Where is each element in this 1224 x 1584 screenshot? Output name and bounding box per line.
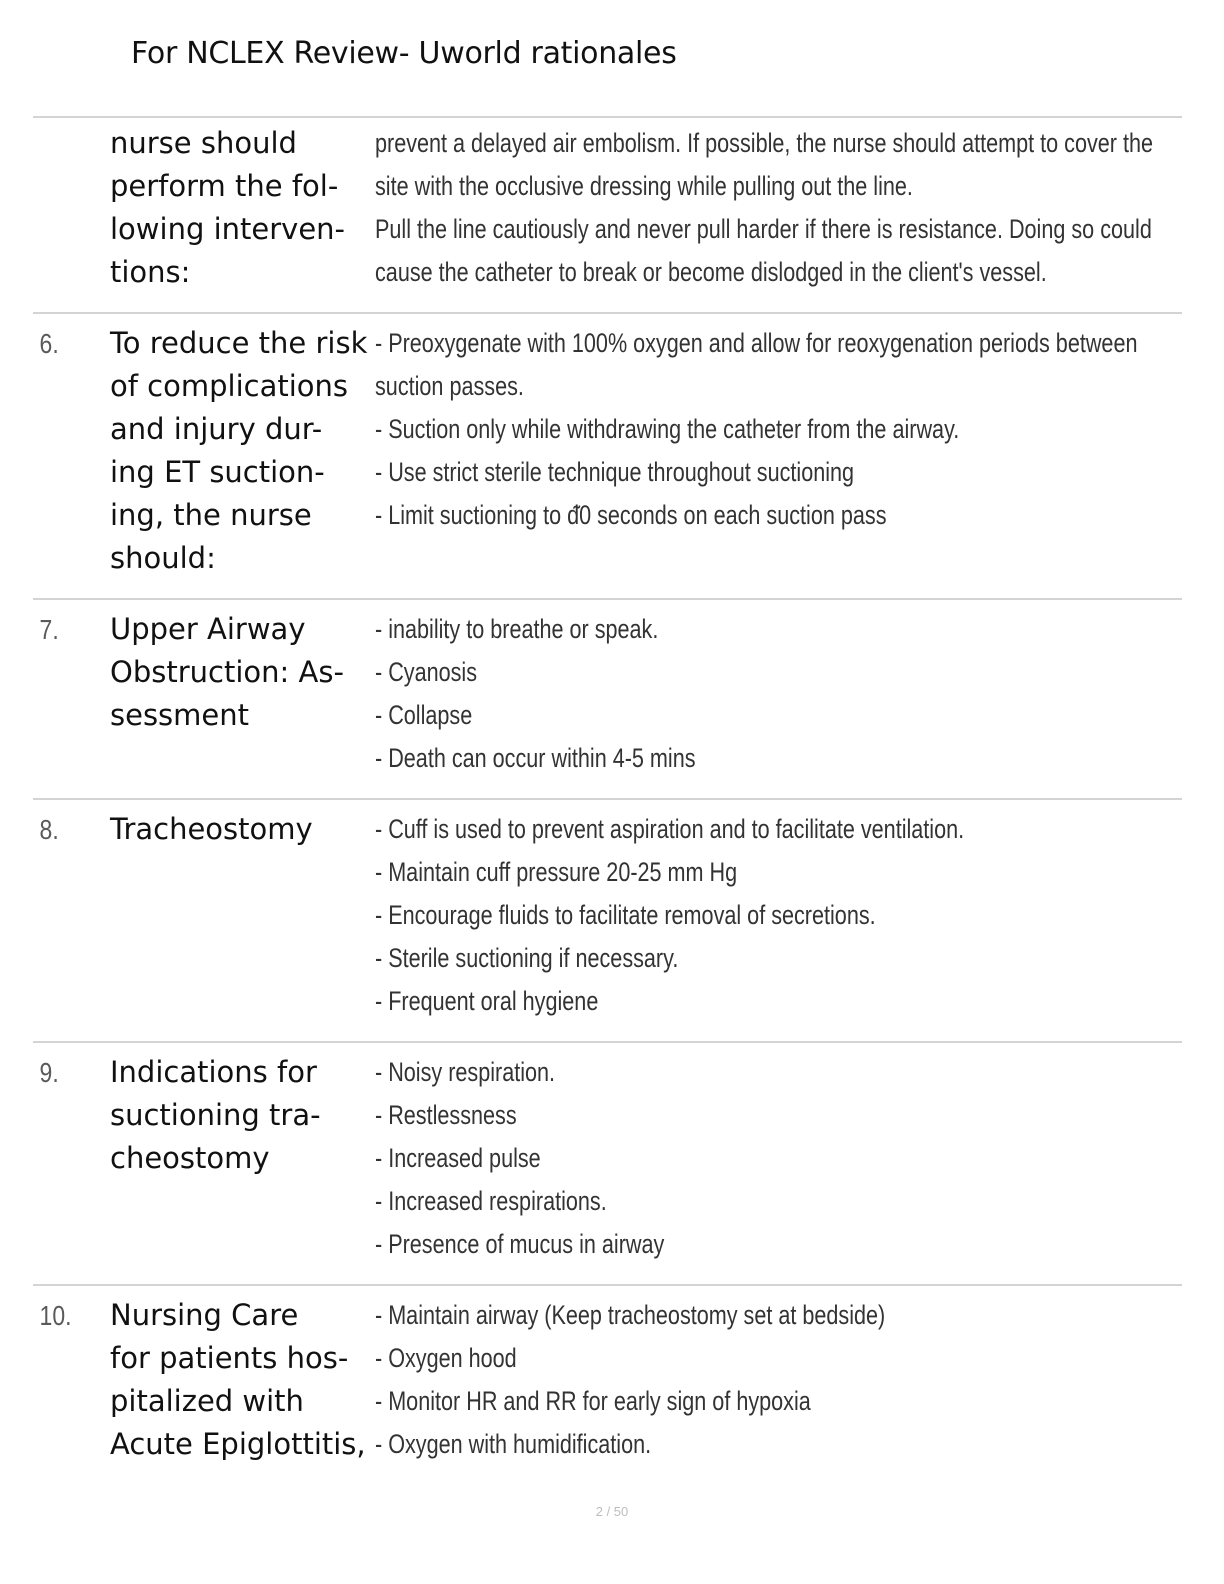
definition-line: - Oxygen hood [375,1343,517,1373]
term-line: Tracheostomy [110,812,313,846]
definition-line: - Noisy respiration. [375,1057,556,1087]
definition-line: - Use strict sterile technique throughout suctioning [375,457,855,487]
term-line: tions: [110,255,191,289]
term-line: should: [110,541,216,575]
term-line: perform the fol- [110,169,339,203]
row-definition [375,608,1182,780]
definition-line: - Restlessness [375,1100,517,1130]
definition-line: - Death can occur within 4-5 mins [375,743,696,773]
definition-line: - Monitor HR and RR for early sign of hypoxia [375,1386,811,1416]
row-term [110,1051,375,1266]
row-number: 9. [39,1057,59,1088]
row-term [110,608,375,780]
row-number: 6. [39,328,59,359]
term-line: Obstruction: As- [110,655,344,689]
definition-line: - Presence of mucus in airway [375,1229,665,1259]
row-definition [375,1294,1182,1466]
term-line: and injury dur- [110,412,323,446]
definition-line: - Suction only while withdrawing the catheter from the airway. [375,414,960,444]
definition-line: - Maintain airway (Keep tracheostomy set at bedside) [375,1300,886,1330]
term-line: To reduce the risk [110,326,368,360]
table-row [33,798,1182,1041]
row-definition [375,122,1224,294]
table-row [33,598,1182,798]
term-line: Upper Airway [110,612,306,646]
definition-line: - Increased respirations. [375,1186,607,1216]
row-definition [375,808,1182,1023]
flashcard-table [33,116,1182,1484]
row-number: 7. [39,614,59,645]
definition-line: - Limit suctioning to ᵭ0 seconds on each suction pass [375,500,887,530]
definition-line: - Increased pulse [375,1143,541,1173]
term-line: Indications for [110,1055,317,1089]
definition-line: - Maintain cuff pressure 20-25 mm Hg [375,857,738,887]
term-line: cheostomy [110,1141,270,1175]
term-line: lowing interven- [110,212,346,246]
term-line: of complications [110,369,349,403]
table-row [33,312,1182,598]
definition-line: - Cyanosis [375,657,478,687]
definition-line: cause the catheter to break or become dislodged in the client's vessel. [375,257,1047,287]
row-term [110,322,375,580]
row-term [110,808,375,1023]
row-term [110,1294,375,1466]
definition-line: Pull the line cautiously and never pull harder if there is resistance. Doing so could [375,214,1152,244]
row-definition [375,1051,1182,1266]
term-line: Acute Epiglottitis, [110,1427,366,1461]
row-number: 8. [39,814,59,845]
table-row [33,1041,1182,1284]
definition-line: suction passes. [375,371,524,401]
definition-line: - Preoxygenate with 100% oxygen and allow for reoxygenation periods between [375,328,1138,358]
term-line: Nursing Care [110,1298,299,1332]
page-indicator: 2 / 50 [595,1504,629,1519]
term-line: suctioning tra- [110,1098,321,1132]
row-number: 10. [39,1300,72,1331]
term-line: pitalized with [110,1384,304,1418]
term-line: nurse should [110,126,297,160]
definition-line: - inability to breathe or speak. [375,614,659,644]
definition-line: - Frequent oral hygiene [375,986,599,1016]
row-definition [375,322,1224,580]
definition-line: - Sterile suctioning if necessary. [375,943,679,973]
definition-line: prevent a delayed air embolism. If possible, the nurse should attempt to cover the [375,128,1154,158]
definition-line: - Oxygen with humidification. [375,1429,652,1459]
table-row [33,1284,1182,1484]
definition-line: site with the occlusive dressing while pulling out the line. [375,171,913,201]
table-row [33,116,1182,312]
definition-line: - Collapse [375,700,473,730]
term-line: ing ET suction- [110,455,325,489]
term-line: for patients hos- [110,1341,349,1375]
term-line: ing, the nurse [110,498,312,532]
page-header-title: For NCLEX Review- Uworld rationales [131,36,677,71]
row-number [33,122,96,294]
definition-line: - Encourage fluids to facilitate removal of secretions. [375,900,876,930]
definition-line: - Cuff is used to prevent aspiration and to facilitate ventilation. [375,814,965,844]
term-line: sessment [110,698,250,732]
row-term [110,122,375,294]
